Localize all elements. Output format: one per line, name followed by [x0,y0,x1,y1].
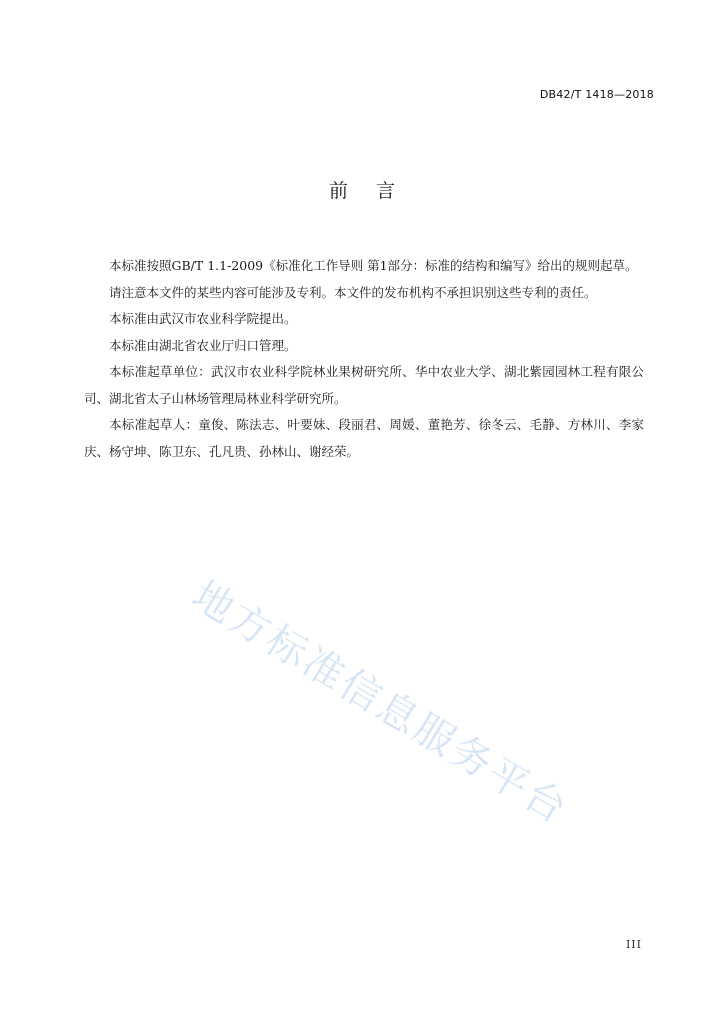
paragraph-administrator: 本标准由湖北省农业厅归口管理。 [109,337,297,353]
paragraph-drafters: 本标准起草人：童俊、陈法志、叶要妹、段丽君、周媛、董艳芳、徐冬云、毛静、方林川、李家庆、杨守坤、陈卫东、孔凡贵、孙林山、谢经荣。 [84,417,644,459]
paragraph-drafting-units: 本标准起草单位：武汉市农业科学院林业果树研究所、华中农业大学、湖北紫园园林工程有限公司、湖北省太子山林场管理局林业科学研究所。 [84,364,644,406]
document-code: DB42/T 1418—2018 [539,88,654,101]
paragraph-proposer: 本标准由武汉市农业科学院提出。 [109,311,297,326]
page-number: III [625,938,642,951]
page-title: 前言 [328,180,423,202]
paragraph-drafting-rules: 本标准按照GB/T 1.1-2009《标准化工作导则 第1部分：标准的结构和编写》给出的规则起草。 [109,258,638,273]
watermark: 地方标准信息服务平台 [184,572,577,834]
foreword-body [84,253,644,465]
paragraph-patent-notice: 请注意本文件的某些内容可能涉及专利。本文件的发布机构不承担识别这些专利的责任。 [109,284,597,300]
